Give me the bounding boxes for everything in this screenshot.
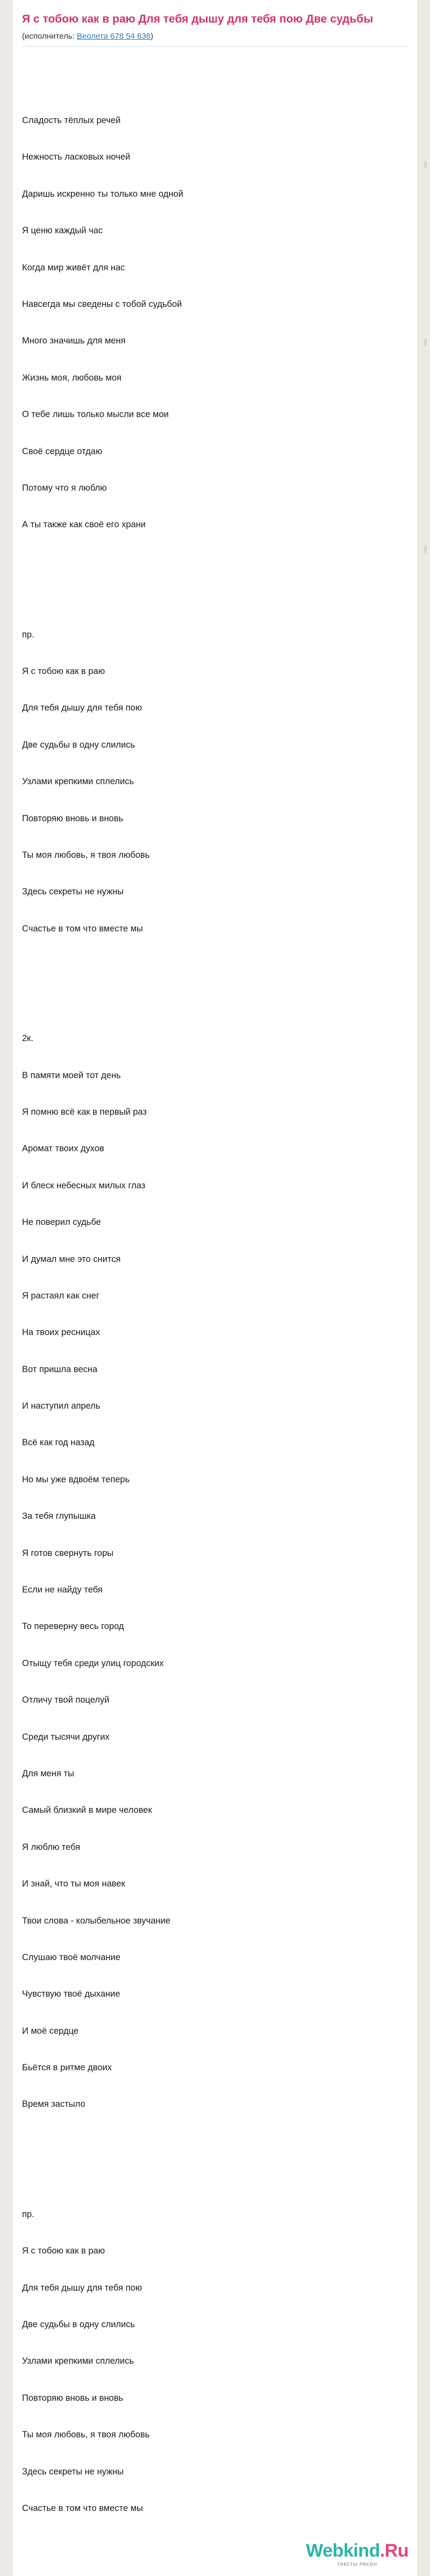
performer-link[interactable]: Веолета 678 54 636 [76, 32, 151, 41]
lyrics-line: В памяти моей тот день [22, 1070, 121, 1080]
lyrics-line: Две судьбы в одну слились [22, 740, 135, 750]
lyrics-line: пр. [22, 629, 34, 640]
lyrics-line: Ты моя любовь, я твоя любовь [22, 850, 150, 860]
lyrics-sheet [12, 0, 418, 2576]
scroll-marker-top [424, 161, 427, 169]
lyrics-line: Когда мир живёт для нас [22, 262, 125, 272]
lyrics-line: И блеск небесных милых глаз [22, 1180, 146, 1190]
lyrics-line: 2к. [22, 1034, 33, 1044]
lyrics-line: Ты моя любовь, я твоя любовь [22, 2430, 150, 2440]
site-logo[interactable] [306, 2541, 408, 2567]
lyrics-line: Своё сердце отдаю [22, 446, 103, 456]
site-logo-subtitle: тексты песен [337, 2560, 377, 2567]
lyrics-line: Навсегда мы сведены с тобой судьбой [22, 299, 182, 309]
lyrics-line: А ты также как своё его храни [22, 520, 146, 530]
lyrics-line: Отыщу тебя среди улиц городских [22, 1658, 164, 1668]
lyrics-line: Отличу твой поцелуй [22, 1695, 110, 1705]
lyrics-line: Для тебя дышу для тебя пою [22, 703, 142, 713]
lyrics-line: Нежность ласковых ночей [22, 152, 131, 162]
lyrics-line: Твои слова - колыбельное звучание [22, 1915, 170, 1926]
lyrics-line: На твоих ресницах [22, 1328, 100, 1338]
lyrics-line: Узлами крепкими сплелись [22, 777, 134, 787]
lyrics-line: Я с тобою как в раю [22, 666, 105, 677]
lyrics-line: Повторяю вновь и вновь [22, 2393, 124, 2403]
lyrics-line: И наступил апрель [22, 1401, 101, 1411]
scroll-marker-low [424, 546, 427, 553]
lyrics-line: Слушаю твоё молчание [22, 1952, 120, 1962]
lyrics-line: пр. [22, 2209, 34, 2219]
lyrics-line: Я помню всё как в первый раз [22, 1107, 147, 1117]
lyrics-line: Повторяю вновь и вновь [22, 813, 124, 823]
lyrics-line: И моё сердце [22, 2026, 79, 2036]
lyrics-line: Я растаял как снег [22, 1290, 99, 1301]
performer-suffix: ) [150, 32, 154, 41]
lyrics-line: Не поверил судьбе [22, 1217, 101, 1228]
lyrics-line: И знай, что ты моя навек [22, 1879, 125, 1889]
lyrics-line: Для тебя дышу для тебя пою [22, 2283, 142, 2293]
lyrics-body [22, 53, 408, 2576]
lyrics-verse [22, 604, 408, 959]
lyrics-line: Я с тобою как в раю [22, 2246, 105, 2256]
lyrics-line: Две судьбы в одну слились [22, 2320, 135, 2330]
lyrics-line: Узлами крепкими сплелись [22, 2356, 134, 2366]
page-right-margin [418, 0, 430, 2576]
scroll-marker-mid [424, 339, 427, 346]
lyrics-line: Аромат твоих духов [22, 1144, 104, 1154]
lyrics-line: Среди тысячи других [22, 1732, 110, 1742]
site-logo-ru: .Ru [379, 2540, 408, 2561]
lyrics-line: Я готов свернуть горы [22, 1548, 114, 1558]
page-left-margin [0, 0, 12, 2576]
lyrics-line: Я люблю тебя [22, 1842, 81, 1852]
site-logo-web: Webkind [306, 2540, 380, 2561]
lyrics-line: Даришь искренно ты только мне одной [22, 189, 183, 199]
lyrics-line: Я ценю каждый час [22, 226, 103, 236]
lyrics-verse [22, 1008, 408, 2135]
lyrics-line: То переверну весь город [22, 1621, 124, 1632]
lyrics-line: Самый близкий в мире человек [22, 1805, 152, 1816]
lyrics-verse [22, 2184, 408, 2539]
page-title: Я с тобою как в раю Для тебя дышу для тебя пою Две судьбы [22, 13, 374, 25]
lyrics-line: И думал мне это снится [22, 1254, 121, 1264]
lyrics-line: Здесь секреты не нужны [22, 887, 124, 897]
lyrics-line: Время застыло [22, 2099, 85, 2109]
lyrics-line: Счастье в том что вместе мы [22, 2503, 143, 2513]
lyrics-line: Бьётся в ритме двоих [22, 2063, 112, 2073]
performer-line [22, 31, 408, 47]
lyrics-line: Всё как год назад [22, 1438, 95, 1448]
lyrics-line: Здесь секреты не нужны [22, 2466, 124, 2477]
performer-prefix: (исполнитель: [22, 32, 77, 41]
lyrics-line: Для меня ты [22, 1768, 74, 1778]
lyrics-line: Потому что я люблю [22, 483, 107, 493]
site-logo-text [306, 2541, 408, 2560]
lyrics-line: Чувствую твоё дыхание [22, 1989, 120, 1999]
lyrics-line: Много значишь для меня [22, 336, 126, 346]
lyrics-verse [22, 90, 408, 555]
lyrics-line: За тебя глупышка [22, 1511, 96, 1522]
lyrics-line: Сладость тёплых речей [22, 115, 121, 125]
lyrics-line: Вот пришла весна [22, 1364, 98, 1374]
lyrics-line: Счастье в том что вместе мы [22, 923, 143, 934]
lyrics-line: Если не найду тебя [22, 1585, 103, 1595]
lyrics-line: Но мы уже вдвоём теперь [22, 1474, 130, 1484]
lyrics-line: Жизнь моя, любовь моя [22, 372, 121, 383]
lyrics-line: О тебе лишь только мысли все мои [22, 410, 169, 420]
